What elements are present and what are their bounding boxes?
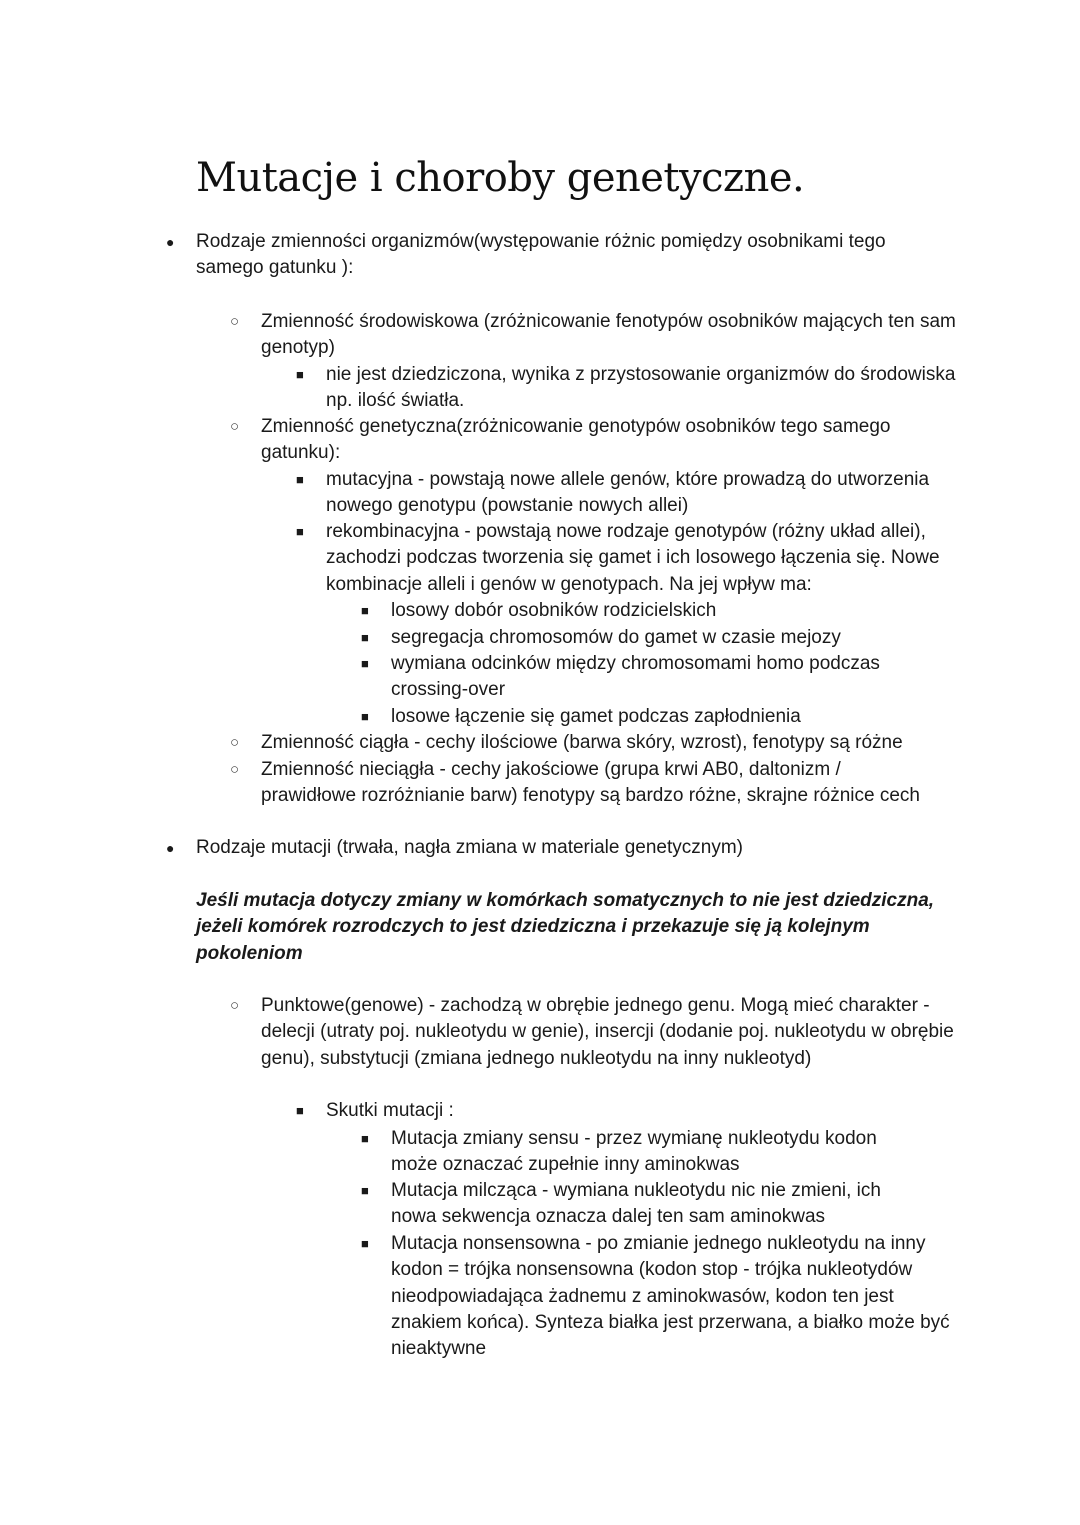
- list-item-text: mutacyjna - powstają nowe allele genów, które prowadzą do utworzenia nowego genotypu (powstanie nowych allei): [326, 469, 930, 517]
- list-item-variability-types: [166, 229, 956, 282]
- list-item-mutation-types: [166, 835, 956, 861]
- list-item-text: Mutacja milcząca - wymiana nukleotydu nic nie zmieni, ich nowa sekwencja oznacza dalej ten sam aminokwas: [391, 1180, 881, 1228]
- bullet-square-icon: ■: [296, 367, 304, 382]
- list-item-continuous: [230, 730, 961, 756]
- bullet-square-icon: ■: [361, 1183, 369, 1198]
- list-item-point-mutations: [230, 993, 961, 1072]
- bullet-circle-icon: ○: [230, 418, 240, 435]
- list-item-text: Skutki mutacji :: [326, 1100, 454, 1121]
- list-item-recombination: [296, 519, 956, 598]
- list-item-text: rekombinacyjna - powstają nowe rodzaje genotypów (różny układ allei), zachodzi podczas tworzenia się gamet i ich losowego łączenia się. Nowe kombinacje alleli i genów w genotypach. Na jej wpływ ma:: [326, 521, 940, 595]
- bullet-disc-icon: ●: [166, 234, 175, 250]
- list-item-text: Zmienność nieciągła - cechy jakościowe (grupa krwi AB0, daltonizm / prawidłowe rozróżnianie barw) fenotypy są bardzo różne, skrajne różnice cech: [261, 759, 920, 807]
- list-item-text: Zmienność ciągła - cechy ilościowe (barwa skóry, wzrost), fenotypy są różne: [261, 732, 903, 753]
- list-item-text: Mutacja nonsensowna - po zmianie jednego nukleotydu na inny kodon = trójka nonsensowna (kodon stop - trójka nukleotydów nieodpowiadająca żadnemu z aminokwasów, kodon ten jest znakiem końca). Synteza białka jest przerwana, a białko może być nieaktywne: [391, 1233, 950, 1360]
- list-item-environmental: [230, 309, 961, 362]
- bullet-square-icon: ■: [296, 524, 304, 539]
- list-item-text: Rodzaje zmienności organizmów(występowanie różnic pomiędzy osobnikami tego samego gatunku ):: [196, 231, 886, 279]
- list-item-genetic: [230, 414, 961, 467]
- bullet-circle-icon: ○: [230, 313, 240, 330]
- list-item-text: Rodzaje mutacji (trwała, nagła zmiana w materiale genetycznym): [196, 837, 744, 858]
- list-item-text: losowy dobór osobników rodzicielskich: [391, 600, 717, 621]
- list-item-not-inherited: [296, 362, 956, 415]
- bullet-square-icon: ■: [361, 603, 369, 618]
- list-item-text: Punktowe(genowe) - zachodzą w obrębie jednego genu. Mogą mieć charakter - delecji (utraty poj. nukleotydu w genie), insercji (dodanie poj. nukleotydu w obrębie genu), substytucji (zmiana jednego nukleotydu na inny nukleotyd): [261, 995, 954, 1069]
- bullet-square-icon: ■: [361, 1236, 369, 1251]
- bullet-disc-icon: ●: [166, 840, 175, 856]
- list-item-text: Zmienność środowiskowa (zróżnicowanie fenotypów osobników mających ten sam genotyp): [261, 311, 956, 359]
- page-title: Mutacje i choroby genetyczne.: [196, 155, 805, 201]
- list-item-nonsense: [361, 1231, 951, 1362]
- bullet-circle-icon: ○: [230, 761, 240, 778]
- list-item-crossing-over: [361, 651, 921, 704]
- bullet-square-icon: ■: [361, 630, 369, 645]
- list-item-mutational: [296, 467, 956, 520]
- bullet-square-icon: ■: [361, 709, 369, 724]
- list-item-effects: [296, 1098, 956, 1124]
- list-item-text: losowe łączenie się gamet podczas zapłodnienia: [391, 706, 801, 727]
- bullet-square-icon: ■: [296, 1103, 304, 1118]
- note-heritability: Jeśli mutacja dotyczy zmiany w komórkach somatycznych to nie jest dziedziczna, jeżeli komórek rozrodczych to jest dziedziczna i przekazuje się ją kolejnym pokoleniom: [196, 890, 935, 964]
- list-item-text: Zmienność genetyczna(zróżnicowanie genotypów osobników tego samego gatunku):: [261, 416, 891, 464]
- list-item-random-selection: [361, 598, 956, 624]
- list-item-segregation: [361, 625, 956, 651]
- bullet-circle-icon: ○: [230, 997, 240, 1014]
- list-item-silent: [361, 1178, 921, 1231]
- bullet-square-icon: ■: [296, 472, 304, 487]
- bullet-square-icon: ■: [361, 1131, 369, 1146]
- bullet-square-icon: ■: [361, 656, 369, 671]
- list-item-text: Mutacja zmiany sensu - przez wymianę nukleotydu kodon może oznaczać zupełnie inny aminokwas: [391, 1128, 877, 1176]
- list-item-text: segregacja chromosomów do gamet w czasie mejozy: [391, 627, 841, 648]
- bullet-circle-icon: ○: [230, 734, 240, 751]
- list-item-text: nie jest dziedziczona, wynika z przystosowanie organizmów do środowiska np. ilość światła.: [326, 364, 956, 412]
- list-item-missense: [361, 1126, 921, 1179]
- list-item-text: wymiana odcinków między chromosomami homo podczas crossing-over: [391, 653, 880, 701]
- list-item-discontinuous: [230, 757, 921, 810]
- list-item-random-fusion: [361, 704, 956, 730]
